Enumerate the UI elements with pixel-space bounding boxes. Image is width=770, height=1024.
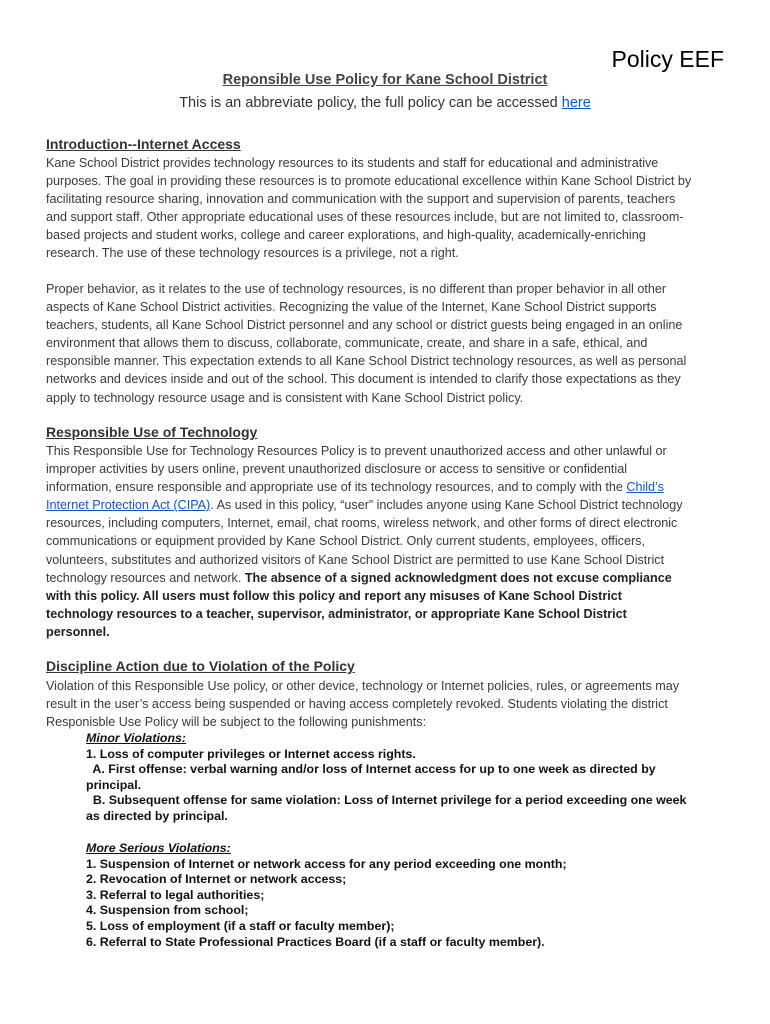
policy-id: Policy EEF: [611, 46, 724, 72]
bold-text: The absence of a signed acknowledgment does not excuse compliance: [244, 570, 672, 585]
paragraph-line: Proper behavior, as it relates to the use of technology resources, is no different than proper behavior in all other: [46, 282, 667, 296]
paragraph-line: [46, 569, 731, 587]
violation-item: 6. Referral to State Professional Practices Board (if a staff or faculty member).: [86, 934, 545, 949]
document-title: Reponsible Use Policy for Kane School District: [222, 72, 548, 88]
paragraph-line: networks and devices inside and out of the school. This document is intended to clarify those expectations as they: [46, 372, 681, 387]
paragraph-line: This Responsible Use for Technology Resources Policy is to prevent unauthorized access and other unlawful or: [46, 444, 667, 458]
paragraph-line: Kane School District provides technology resources to its students and staff for educational and administrative: [46, 156, 659, 170]
paragraph-line: purposes. The goal in providing these resources is to promote educational excellence within Kane School District by: [46, 174, 692, 189]
paragraph-line: apply to technology resource usage and is consistent with Kane School District policy.: [46, 390, 524, 405]
paragraph-line: improper activities by users online, prevent unauthorized disclosure or access to sensitive or confidential: [46, 462, 628, 477]
minor-violations: [86, 731, 736, 825]
serious-violations-heading: More Serious Violations:: [86, 841, 231, 855]
paragraph-line: technology resources to a teacher, supervisor, administrator, or appropriate Kane School District: [46, 606, 627, 621]
violation-item: principal.: [86, 777, 142, 792]
paragraph-line: aspects of Kane School District activities. Recognizing the value of the Internet, Kane School District supports: [46, 300, 657, 315]
paragraph-line: result in the user’s access being suspended or having access completely revoked. Students violating the district: [46, 697, 668, 712]
paragraph-line: responsible manner. This expectation extends to all Kane School District technology resources, as well as personal: [46, 354, 687, 369]
paragraph-line: Responisble Use Policy will be subject to the following punishments:: [46, 715, 427, 730]
paragraph-line: communications or equipment provided by Kane School District. Only current students, employees, officers,: [46, 534, 645, 549]
minor-violations-heading: Minor Violations:: [86, 731, 187, 745]
intro-paragraph-2: [46, 280, 731, 407]
paragraph-line: personnel.: [46, 624, 110, 639]
responsible-use-heading: Responsible Use of Technology: [46, 424, 258, 440]
paragraph-line: teachers, students, all Kane School District personnel and any school or district guests being engaged in an online: [46, 318, 683, 333]
violation-item: A. First offense: verbal warning and/or loss of Internet access for up to one week as directed by: [86, 762, 656, 777]
cipa-link-continued[interactable]: Internet Protection Act (CIPA): [46, 498, 211, 513]
line-text: information, ensure responsible and appropriate use of its technology resources, and to comply with the: [46, 480, 627, 495]
violation-item: 5. Loss of employment (if a staff or faculty member);: [86, 918, 395, 933]
paragraph-line: environment that allows them to discuss, collaborate, communicate, create, and share in a safe, ethical, and: [46, 336, 648, 351]
violation-item: B. Subsequent offense for same violation: Loss of Internet privilege for a period exceeding one week: [86, 793, 687, 808]
paragraph-line: based projects and student works, college and career explorations, and high-quality, academically-enriching: [46, 228, 646, 243]
intro-heading: Introduction--Internet Access: [46, 136, 241, 152]
intro-paragraph-1: [46, 154, 731, 263]
violation-item: 1. Loss of computer privileges or Internet access rights.: [86, 746, 416, 761]
cipa-link[interactable]: Child’s: [626, 480, 664, 495]
violation-item: 2. Revocation of Internet or network access;: [86, 872, 347, 887]
document-subtitle: [0, 95, 770, 111]
violation-item: as directed by principal.: [86, 808, 228, 823]
line-text: technology resources and network.: [46, 570, 245, 585]
paragraph-line: [46, 478, 731, 496]
violation-item: 1. Suspension of Internet or network access for any period exceeding one month;: [86, 856, 567, 871]
subtitle-text: This is an abbreviate policy, the full policy can be accessed: [179, 95, 562, 111]
responsible-use-paragraph: [46, 442, 731, 641]
paragraph-line: Violation of this Responsible Use policy, or other device, technology or Internet policies, rules, or agreements may: [46, 679, 680, 693]
discipline-paragraph: [46, 677, 731, 731]
paragraph-line: research. The use of these technology resources is a privilege, not a right.: [46, 246, 459, 261]
violation-item: 3. Referral to legal authorities;: [86, 887, 265, 902]
paragraph-line: facilitating resource sharing, innovation and communication with the support and supervision of parents, teachers: [46, 192, 676, 207]
line-text: . As used in this policy, “user” includes anyone using Kane School District technology: [210, 498, 683, 513]
serious-violations: [86, 841, 736, 950]
full-policy-link[interactable]: here: [561, 95, 591, 111]
paragraph-line: volunteers, substitutes and authorized visitors of Kane School District are permitted to use Kane School District: [46, 552, 665, 567]
paragraph-line: and support staff. Other appropriate educational uses of these resources include, but are not limited to, classroom-: [46, 210, 684, 225]
discipline-heading: Discipline Action due to Violation of the Policy: [46, 658, 355, 674]
paragraph-line: resources, including computers, Internet, email, chat rooms, wireless network, and other forms of direct electronic: [46, 516, 678, 531]
violation-item: 4. Suspension from school;: [86, 903, 249, 918]
paragraph-line: with this policy. All users must follow this policy and report any misuses of Kane School District: [46, 588, 622, 603]
paragraph-line: [46, 496, 731, 514]
